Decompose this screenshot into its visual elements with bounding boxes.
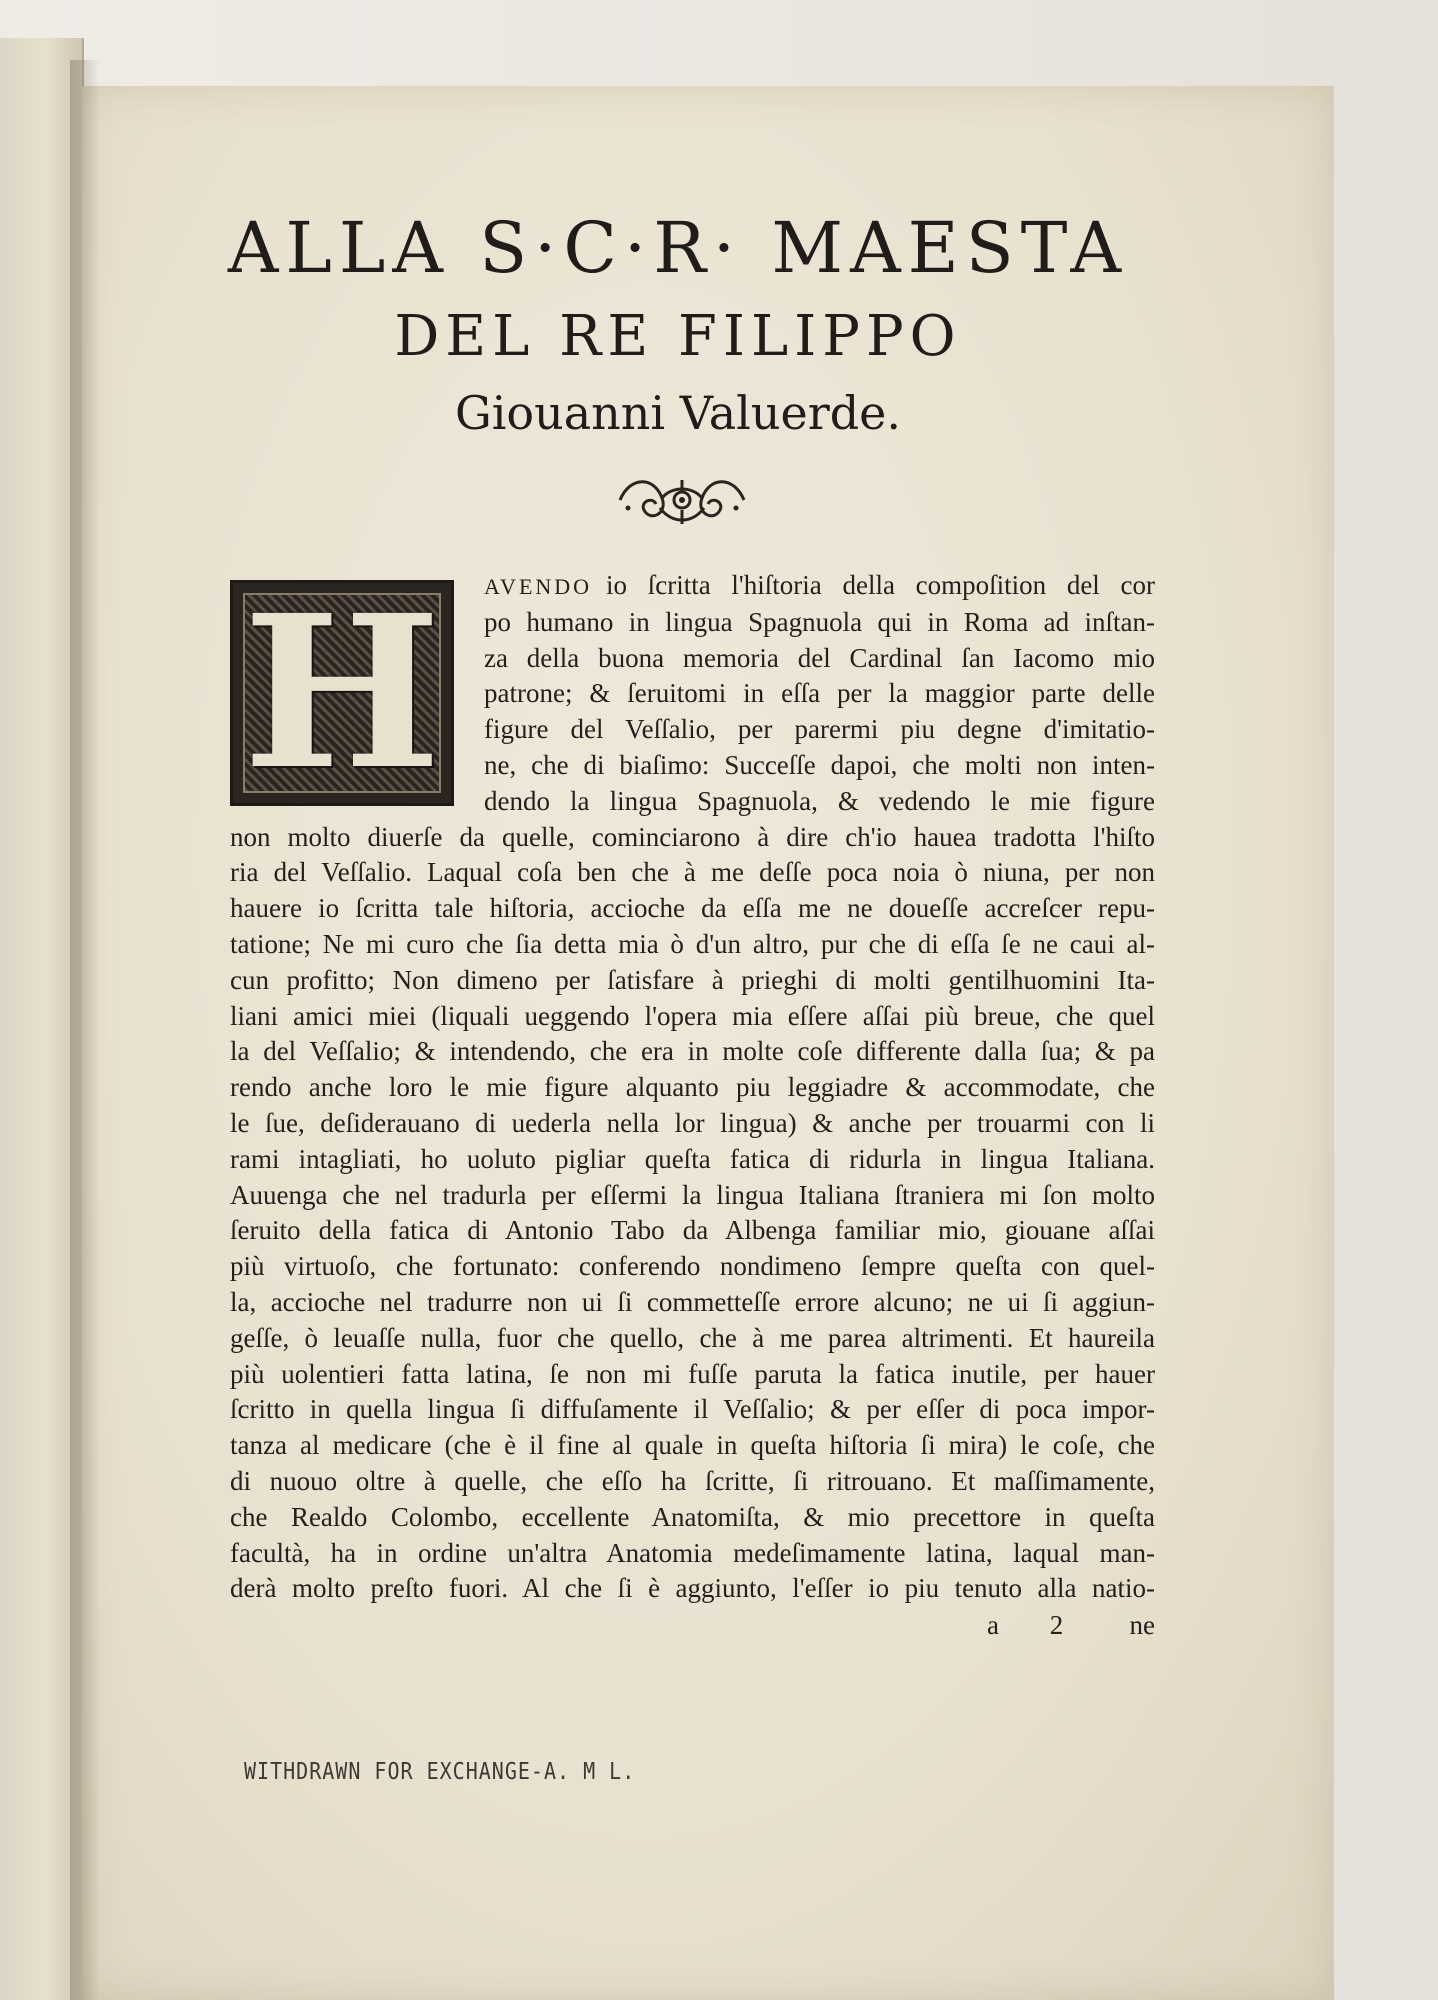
body-line: le ſue, deſiderauano di uederla nella lor lingua) & anche per trouarmi con li [230, 1107, 1155, 1138]
dedication-body [230, 568, 1155, 1607]
body-line: la, accioche nel tradurre non ui ſi commetteſſe errore alcuno; ne ui ſi aggiun- [230, 1286, 1155, 1317]
signature-mark: a 2 [987, 1610, 1086, 1640]
catchword: ne [1129, 1610, 1155, 1640]
fleuron-ornament-icon [610, 468, 754, 532]
body-line: tatione; Ne mi curo che ſia detta mia ò d'un altro, pur che di eſſa ſe ne caui al- [230, 928, 1155, 959]
body-line: non molto diuerſe da quelle, cominciarono à dire ch'io hauea tradotta l'hiſto [230, 821, 1155, 852]
body-line: rendo anche loro le mie figure alquanto piu leggiadre & accommodate, che [230, 1072, 1155, 1103]
body-line: che Realdo Colombo, eccellente Anatomiſta, & mio precettore in queſta [230, 1501, 1155, 1532]
body-line: liani amici miei (liquali ueggendo l'opera mia eſſere aſſai più breue, che quel [230, 1000, 1155, 1031]
body-line: Auuenga che nel tradurla per eſſermi la lingua Italiana ſtraniera mi ſon molto [230, 1179, 1155, 1210]
opening-word: AVENDO [484, 574, 593, 599]
body-line: di nuouo oltre à quelle, che eſſo ha ſcritte, ſi ritrouano. Et maſſimamente, [230, 1465, 1155, 1496]
opening-line-text: io ſcritta l'hiſtoria della compoſition del cor [606, 570, 1155, 600]
body-line: dendo la lingua Spagnuola, & vedendo le mie figure [484, 785, 1155, 816]
body-line: patrone; & ſeruitomi in eſſa per la maggior parte delle [484, 678, 1155, 709]
body-line: hauere io ſcritta tale hiſtoria, accioche da eſſa me ne doueſſe accreſcer repu- [230, 893, 1155, 924]
body-line: tanza al medicare (che è il fine al quale in queſta hiſtoria ſi mira) le coſe, che [230, 1430, 1155, 1461]
body-line: rami intagliati, ho uoluto pigliar queſta fatica di ridurla in lingua Italiana. [230, 1143, 1155, 1174]
title-line-3: Giouanni Valuerde. [454, 386, 902, 440]
body-line [484, 568, 1155, 605]
body-line: figure del Veſſalio, per parermi piu degne d'imitatio- [484, 714, 1155, 745]
page-footer [230, 1610, 1155, 1646]
body-line: ſeruito della fatica di Antonio Tabo da Albenga familiar mio, giouane aſſai [230, 1215, 1155, 1246]
body-line: geſſe, ò leuaſſe nulla, fuor che quello, che à me parea altrimenti. Et haureila [230, 1322, 1155, 1353]
dedication-title [82, 200, 1334, 448]
body-line: la del Veſſalio; & intendendo, che era in molte coſe differente dalla ſua; & pa [230, 1036, 1155, 1067]
body-line: ria del Veſſalio. Laqual coſa ben che à me deſſe poca noia ò niuna, per non [230, 857, 1155, 888]
body-line: po humano in lingua Spagnuola qui in Roma ad inſtan- [484, 606, 1155, 637]
body-line: ſcritto in quella lingua ſi diffuſamente il Veſſalio; & per eſſer di poca impor- [230, 1394, 1155, 1425]
body-line: derà molto preſto fuori. Al che ſi è aggiunto, l'eſſer io piu tenuto alla natio- [230, 1573, 1155, 1604]
title-line-2: DEL RE FILIPPO [394, 304, 962, 369]
body-line: più virtuoſo, che fortunato: conferendo nondimeno ſempre queſta con quel- [230, 1251, 1155, 1282]
title-line-1: ALLA S·C·R· MAESTA [227, 207, 1129, 289]
body-line: più uolentieri fatta latina, ſe non mi fuſſe paruta la fatica inutile, per hauer [230, 1358, 1155, 1389]
body-line: za della buona memoria del Cardinal ſan Iacomo mio [484, 642, 1155, 673]
body-line: ne, che di biaſimo: Succeſſe dapoi, che molti non inten- [484, 749, 1155, 780]
body-line: cun profitto; Non dimeno per ſatisfare à prieghi di molti gentilhuomini Ita- [230, 964, 1155, 995]
library-stamp: WITHDRAWN FOR EXCHANGE-A. M L. [244, 1757, 636, 1785]
body-line: facultà, ha in ordine un'altra Anatomia medeſimamente latina, laqual man- [230, 1537, 1155, 1568]
initial-letter: H [242, 569, 442, 816]
